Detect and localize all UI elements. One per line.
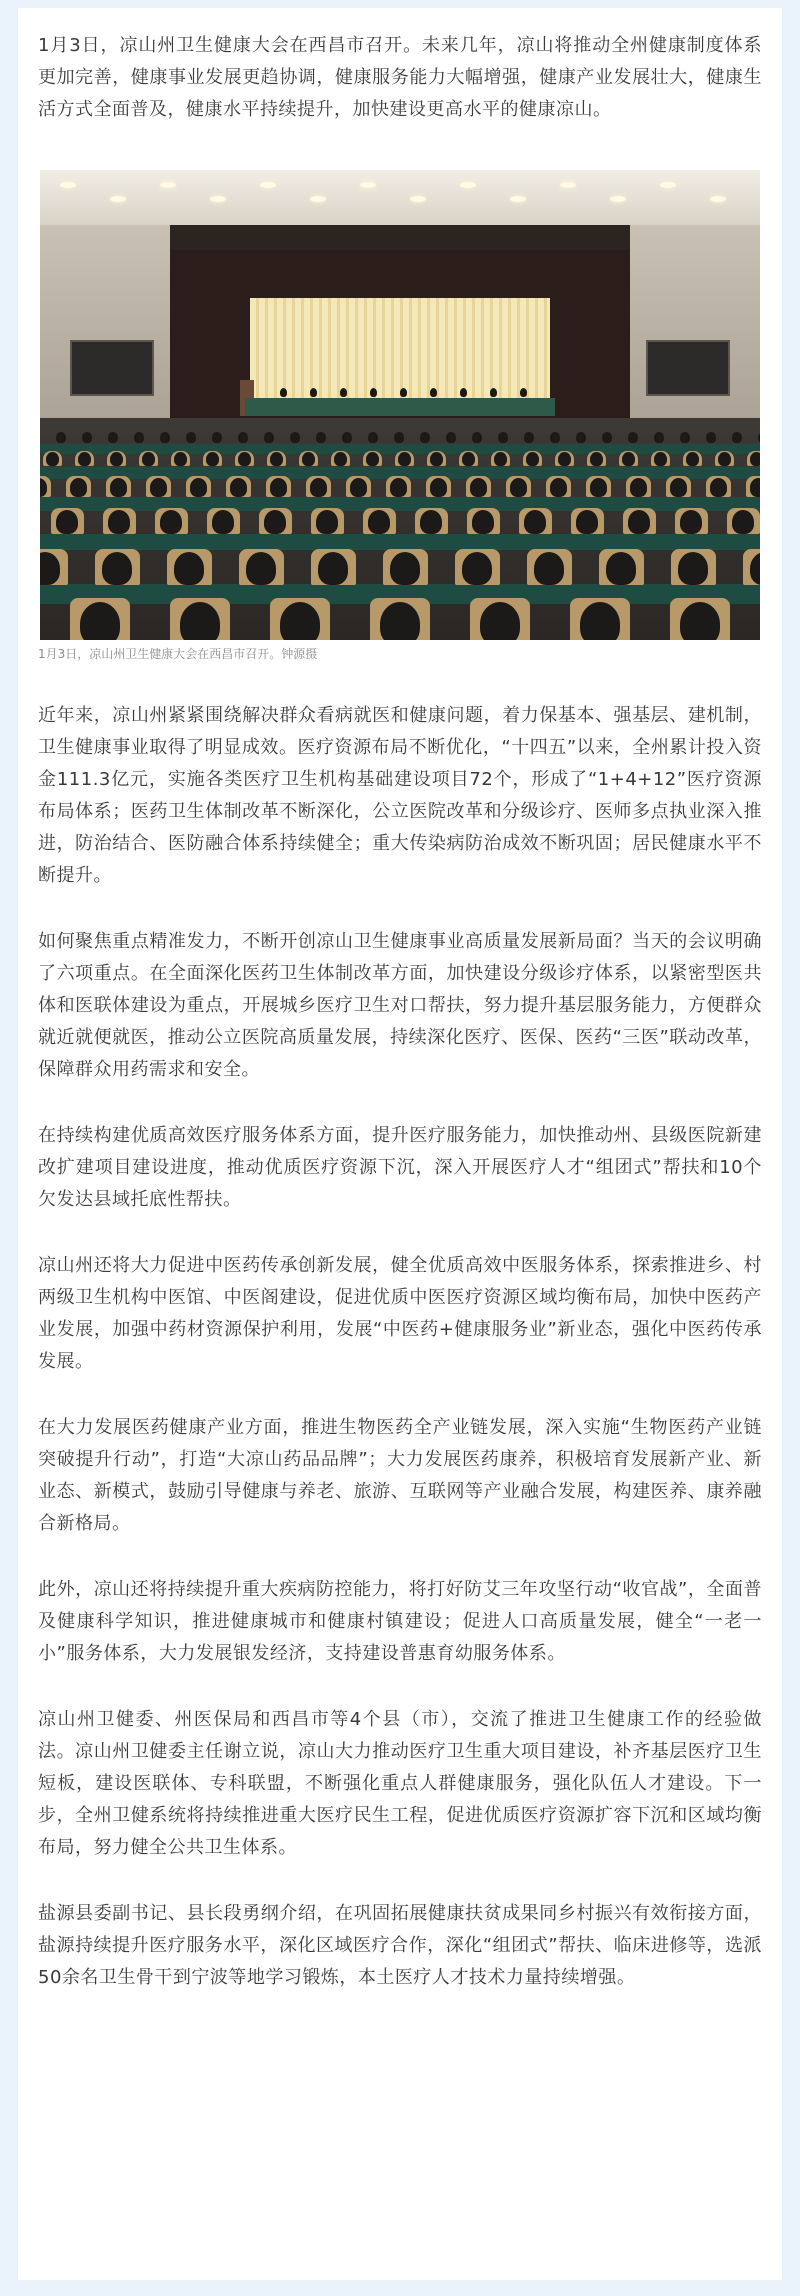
photo-attendee	[576, 510, 598, 534]
photo-attendee	[108, 510, 130, 534]
photo-attendee	[316, 510, 338, 534]
photo-attendee	[318, 552, 348, 585]
photo-attendee	[134, 432, 144, 443]
photo-attendee	[342, 432, 352, 443]
photo-ceiling-light	[510, 196, 526, 202]
photo-ceiling-light	[310, 196, 326, 202]
photo-ceiling-light	[610, 196, 626, 202]
photo-attendee	[558, 452, 571, 466]
photo-attendee	[174, 552, 204, 585]
photo-attendee	[758, 432, 760, 443]
body-paragraph: 凉山州还将大力促进中医药传承创新发展，健全优质高效中医服务体系，探索推进乡、村两级卫生机构中医馆、中医阁建设，促进优质中医医疗资源区域均衡布局，加快中医药产业发展，加强中药材资源保护利用，发展“中医药+健康服务业”新业态，强化中医药传承发展。	[38, 1255, 762, 1372]
photo-attendee	[750, 478, 760, 497]
photo-ceiling-light	[260, 182, 276, 188]
photo-attendee	[590, 452, 603, 466]
photo-attendee	[186, 432, 196, 443]
photo-attendee	[680, 602, 720, 640]
photo-attendee	[494, 452, 507, 466]
photo-ceiling-light	[60, 182, 76, 188]
photo-attendee	[368, 510, 390, 534]
conference-photo	[40, 170, 760, 640]
photo-attendee	[180, 602, 220, 640]
body-paragraph: 盐源县委副书记、县长段勇纲介绍，在巩固拓展健康扶贫成果同乡村振兴有效衔接方面，盐源持续提升医疗服务水平，深化区域医疗合作，深化“组团式”帮扶、临床进修等，选派50余名卫生骨干到宁波等地学习锻炼，本土医疗人才技术力量持续增强。	[38, 1903, 762, 1988]
photo-wall-right	[630, 225, 760, 445]
photo-attendee	[526, 452, 539, 466]
photo-attendee	[606, 552, 636, 585]
photo-ceiling-light	[560, 182, 576, 188]
photo-attendee	[212, 510, 234, 534]
photo-stage-person	[520, 388, 527, 397]
body-paragraph: 此外，凉山还将持续提升重大疾病防控能力，将打好防艾三年攻坚行动“收官战”，全面普及健康科学知识，推进健康城市和健康村镇建设；促进人口高质量发展，健全“一老一小”服务体系，大力发展银发经济，支持建设普惠育幼服务体系。	[38, 1579, 762, 1664]
photo-stage-person	[280, 388, 287, 397]
photo-attendee	[78, 452, 91, 466]
photo-attendee	[628, 510, 650, 534]
photo-ceiling-light	[360, 182, 376, 188]
photo-attendee	[462, 552, 492, 585]
photo-ceiling-light	[210, 196, 226, 202]
photo-attendee	[398, 452, 411, 466]
photo-ceiling-light	[710, 196, 726, 202]
photo-stage-person	[370, 388, 377, 397]
photo-attendee	[430, 452, 443, 466]
photo-attendee	[190, 478, 207, 497]
photo-attendee	[160, 510, 182, 534]
photo-attendee	[706, 432, 716, 443]
photo-ceiling	[40, 170, 760, 225]
photo-attendee	[70, 478, 87, 497]
body-paragraph: 在大力发展医药健康产业方面，推进生物医药全产业链发展，深入实施“生物医药产业链突破提升行动”，打造“大凉山药品品牌”；大力发展医药康养，积极培育发展新产业、新业态、新模式，鼓励引导健康与养老、旅游、互联网等产业融合发展，构建医养、康养融合新格局。	[38, 1417, 762, 1534]
photo-attendee	[206, 452, 219, 466]
photo-wall-left	[40, 225, 170, 445]
photo-attendee	[150, 478, 167, 497]
photo-attendee	[230, 478, 247, 497]
photo-attendee	[102, 552, 132, 585]
intro-paragraph: 1月3日，凉山州卫生健康大会在西昌市召开。未来几年，凉山将推动全州健康制度体系更加完善，健康事业发展更趋协调，健康服务能力大幅增强，健康产业发展壮大，健康生活方式全面普及，健康水平持续提升，加快建设更高水平的健康凉山。	[38, 35, 762, 120]
photo-caption: 1月3日，凉山州卫生健康大会在西昌市召开。钟源摄	[38, 647, 318, 661]
photo-attendee	[498, 432, 508, 443]
photo-attendee	[212, 432, 222, 443]
photo-attendee	[680, 432, 690, 443]
photo-attendee	[430, 478, 447, 497]
photo-attendee	[368, 432, 378, 443]
photo-attendee	[576, 432, 586, 443]
photo-attendee	[270, 452, 283, 466]
photo-stage-person	[430, 388, 437, 397]
photo-attendee	[630, 478, 647, 497]
photo-table-row	[40, 534, 760, 550]
photo-attendee	[670, 478, 687, 497]
photo-attendee	[110, 452, 123, 466]
photo-attendee	[678, 552, 708, 585]
photo-attendee	[732, 510, 754, 534]
body-paragraph: 如何聚焦重点精准发力，不断开创凉山卫生健康事业高质量发展新局面？当天的会议明确了六项重点。在全面深化医药卫生体制改革方面，加快建设分级诊疗体系，以紧密型医共体和医联体建设为重点，开展城乡医疗卫生对口帮扶，努力提升基层服务能力，方便群众就近就便就医，推动公立医院高质量发展，持续深化医疗、医保、医药“三医”联动改革，保障群众用药需求和安全。	[38, 931, 762, 1080]
photo-attendee	[270, 478, 287, 497]
photo-attendee	[394, 432, 404, 443]
photo-attendee	[80, 602, 120, 640]
photo-attendee	[350, 478, 367, 497]
photo-attendee	[390, 478, 407, 497]
photo-attendee	[290, 432, 300, 443]
photo-attendee	[654, 452, 667, 466]
photo-attendee	[160, 432, 170, 443]
photo-stage-table	[245, 398, 555, 416]
photo-attendee	[524, 510, 546, 534]
photo-ceiling-light	[460, 182, 476, 188]
photo-attendee	[174, 452, 187, 466]
photo-attendee	[246, 552, 276, 585]
photo-attendee	[56, 432, 66, 443]
photo-ceiling-light	[410, 196, 426, 202]
photo-attendee	[628, 432, 638, 443]
photo-attendee	[524, 432, 534, 443]
photo-ceiling-light	[660, 182, 676, 188]
photo-attendee	[420, 432, 430, 443]
photo-attendee	[470, 478, 487, 497]
photo-attendee	[310, 478, 327, 497]
photo-stage-person	[460, 388, 467, 397]
photo-attendee	[710, 478, 727, 497]
photo-attendee	[580, 602, 620, 640]
photo-stage-person	[490, 388, 497, 397]
photo-screen-right	[646, 340, 730, 396]
photo-attendee	[264, 432, 274, 443]
photo-attendee	[462, 452, 475, 466]
photo-attendee	[56, 510, 78, 534]
photo-attendee	[82, 432, 92, 443]
photo-stage-person	[310, 388, 317, 397]
photo-attendee	[590, 478, 607, 497]
photo-attendee	[480, 602, 520, 640]
photo-attendee	[334, 452, 347, 466]
photo-attendee	[238, 452, 251, 466]
photo-attendee	[380, 602, 420, 640]
photo-attendee	[366, 452, 379, 466]
photo-attendee	[420, 510, 442, 534]
photo-attendee	[390, 552, 420, 585]
photo-ceiling-light	[110, 196, 126, 202]
photo-attendee	[732, 432, 742, 443]
photo-attendee	[108, 432, 118, 443]
photo-attendee	[280, 602, 320, 640]
photo-attendee	[46, 452, 59, 466]
body-paragraph: 凉山州卫健委、州医保局和西昌市等4个县（市），交流了推进卫生健康工作的经验做法。凉山州卫健委主任谢立说，凉山大力推动医疗卫生重大项目建设，补齐基层医疗卫生短板，建设医联体、专科联盟，不断强化重点人群健康服务，强化队伍人才建设。下一步，全州卫健系统将持续推进重大医疗民生工程，促进优质医疗资源扩容下沉和区域均衡布局，努力健全公共卫生体系。	[38, 1709, 762, 1858]
photo-attendee	[316, 432, 326, 443]
photo-attendee	[302, 452, 315, 466]
photo-attendee	[686, 452, 699, 466]
photo-attendee	[110, 478, 127, 497]
photo-attendee	[534, 552, 564, 585]
photo-attendee	[472, 432, 482, 443]
photo-attendee	[550, 432, 560, 443]
photo-attendee	[550, 478, 567, 497]
photo-attendee	[622, 452, 635, 466]
photo-stage-person	[340, 388, 347, 397]
photo-attendee	[446, 432, 456, 443]
photo-attendee	[238, 432, 248, 443]
photo-attendee	[510, 478, 527, 497]
photo-attendee	[680, 510, 702, 534]
photo-stage-person	[400, 388, 407, 397]
photo-attendee	[750, 452, 760, 466]
photo-attendee	[264, 510, 286, 534]
photo-ceiling-light	[160, 182, 176, 188]
article-card	[18, 8, 782, 2280]
body-paragraph: 近年来，凉山州紧紧围绕解决群众看病就医和健康问题，着力保基本、强基层、建机制，卫生健康事业取得了明显成效。医疗资源布局不断优化，“十四五”以来，全州累计投入资金111.3亿元，实施各类医疗卫生机构基础建设项目72个，形成了“1+4+12”医疗资源布局体系；医药卫生体制改革不断深化，公立医院改革和分级诊疗、医师多点执业深入推进，防治结合、医防融合体系持续健全；重大传染病防治成效不断巩固；居民健康水平不断提升。	[38, 705, 762, 886]
photo-attendee	[654, 432, 664, 443]
photo-attendee	[718, 452, 731, 466]
photo-attendee	[142, 452, 155, 466]
body-paragraph: 在持续构建优质高效医疗服务体系方面，提升医疗服务能力，加快推动州、县级医院新建改扩建项目建设进度，推动优质医疗资源下沉，深入开展医疗人才“组团式”帮扶和10个欠发达县域托底性帮扶。	[38, 1125, 762, 1210]
photo-attendee	[472, 510, 494, 534]
photo-attendee	[602, 432, 612, 443]
photo-screen-left	[70, 340, 154, 396]
